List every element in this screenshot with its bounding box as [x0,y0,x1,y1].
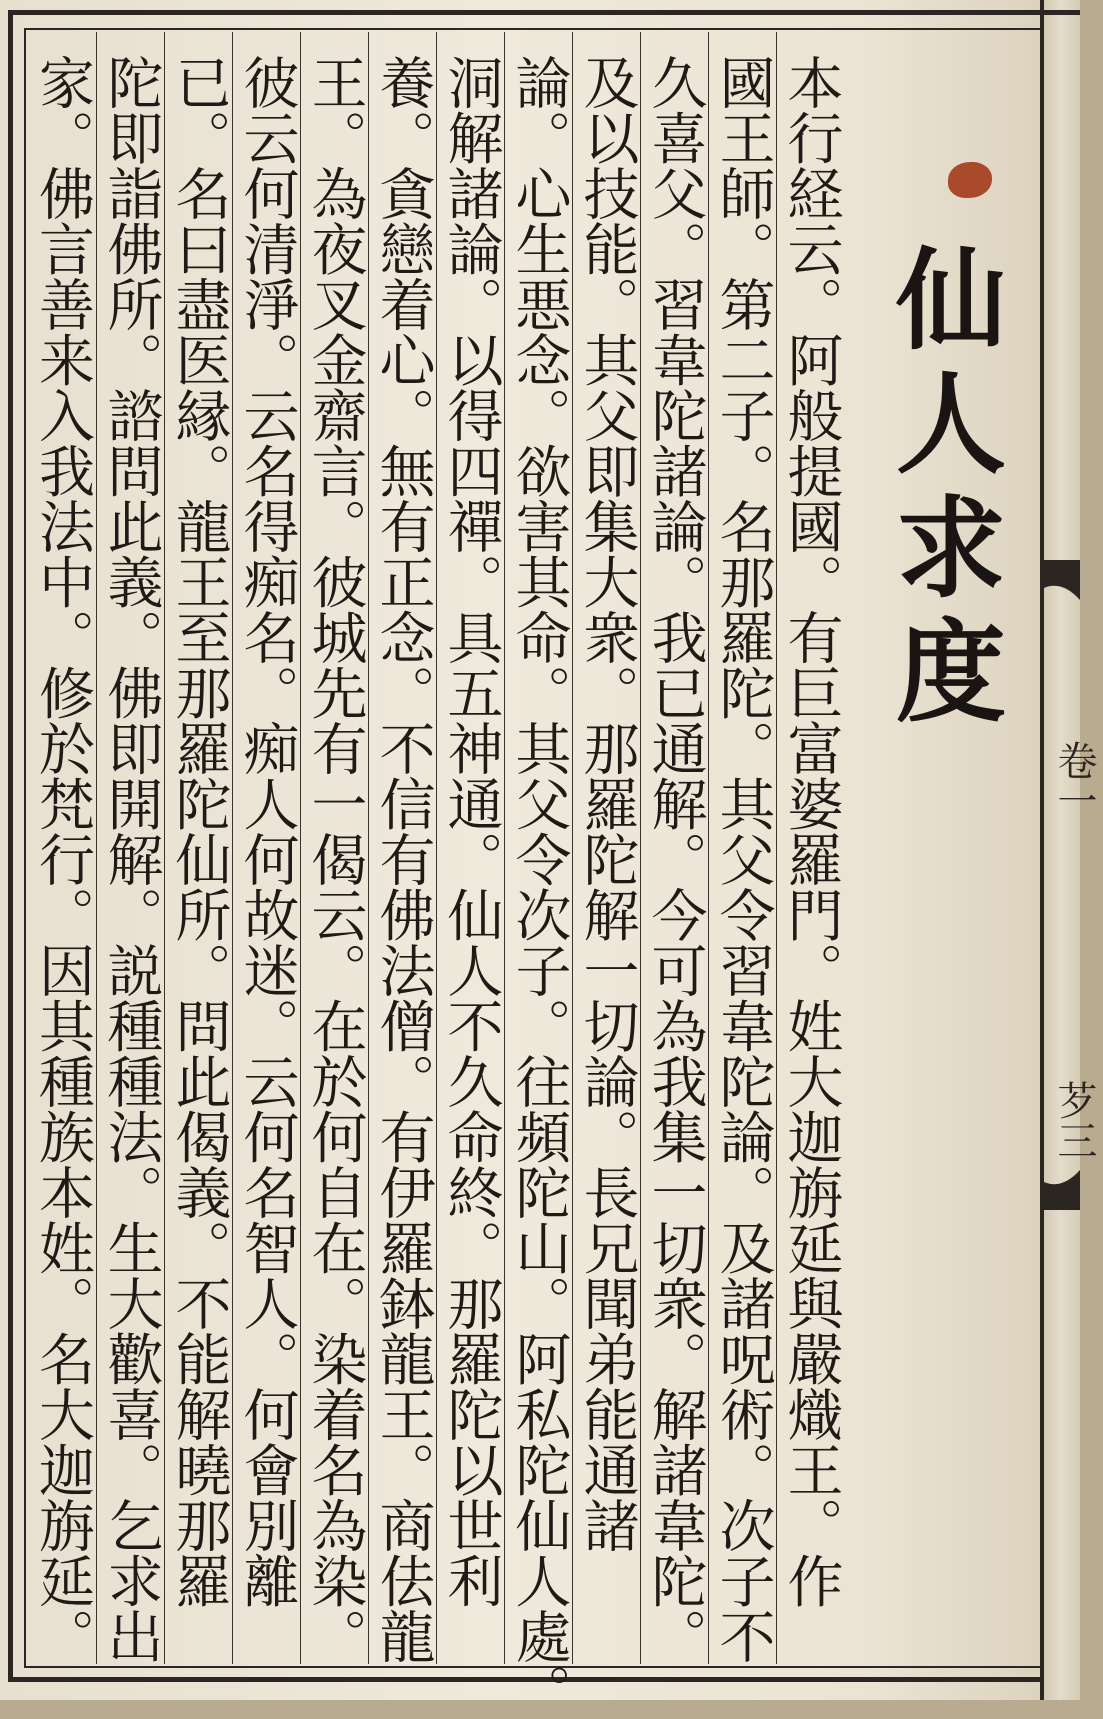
text-column [504,32,572,1719]
fold-top-rule [1040,10,1080,15]
column-text: 國王師。第二子。名那羅陀。其父令習韋陀論。及諸呪術。次子不 [710,54,776,1664]
column-text: 洞解諸論。以得四禪。具五神通。仙人不久命終。那羅陀以世利 [438,54,504,1608]
column-text: 養。貪戀着心。無有正念。不信有佛法僧。有伊羅鉢龍王。商佉龍 [370,54,436,1664]
edge-label-volume: 卷一 [1051,740,1097,820]
text-column [28,32,96,1664]
text-column [708,32,776,1664]
page-fold-margin [1040,0,1080,1700]
page-title: 仙人求度 [878,242,1007,738]
text-column [368,32,436,1664]
title-column [844,32,1040,1664]
text-column [776,32,844,1664]
column-text: 本行経云。阿般提國。有巨富婆羅門。姓大迦旃延與嚴熾王。作 [778,54,844,1608]
column-text: 久喜父。習韋陀諸論。我已通解。今可為我集一切衆。解諸韋陀。 [642,54,708,1664]
text-column [96,32,164,1664]
column-text: 陀即詣佛所。諮問此義。佛即開解。説種種法。生大歡喜。乞求出 [98,54,164,1664]
fold-edge-rule [1040,0,1044,1700]
column-text: 論。心生悪念。欲害其命。其父令次子。往頻陀山。阿私陀仙人處。 [506,54,572,1719]
column-text: 彼云何清淨。云名得痴名。痴人何故迷。云何名智人。何會別離 [234,54,300,1608]
text-column [164,32,232,1664]
fish-tail-ornament-upper [1020,560,1080,620]
text-column [572,32,640,1664]
text-column [436,32,504,1664]
text-body [28,32,844,1719]
column-text: 已。名曰盡医縁。龍王至那羅陀仙所。問此偈義。不能解曉那羅 [166,54,232,1608]
column-text: 王。為夜叉金齋言。彼城先有一偈云。在於何自在。染着名為染。 [302,54,368,1664]
edge-label-folio: 芕三 [1051,1080,1097,1160]
column-text: 及以技能。其父即集大衆。那羅陀解一切論。長兄聞弟能通諸 [574,54,640,1553]
text-column [232,32,300,1664]
text-column [640,32,708,1664]
column-text: 家。佛言善来入我法中。修於梵行。因其種族本姓。名大迦旃延。 [30,54,95,1664]
text-column [300,32,368,1664]
